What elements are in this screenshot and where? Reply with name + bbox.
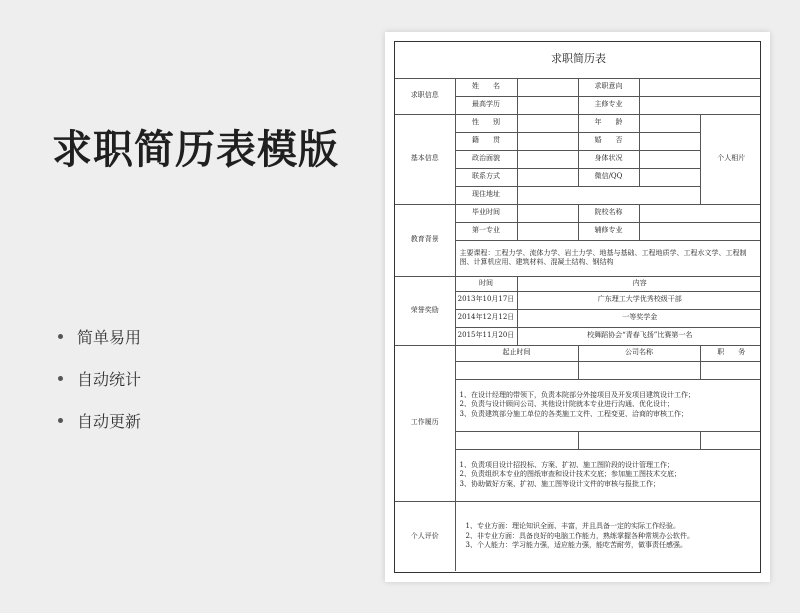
contact-value[interactable] bbox=[517, 168, 578, 186]
work-position-value[interactable] bbox=[700, 361, 761, 379]
feature-label: 简单易用 bbox=[77, 327, 142, 347]
minor-label: 辅修专业 bbox=[578, 222, 639, 240]
section-edu-label: 教育背景 bbox=[395, 204, 455, 276]
feature-label: 自动更新 bbox=[77, 411, 142, 431]
work-position-header: 职 务 bbox=[700, 345, 761, 361]
feature-label: 自动统计 bbox=[77, 369, 142, 389]
married-label: 婚 否 bbox=[578, 132, 639, 150]
work-period-value[interactable] bbox=[455, 361, 578, 379]
health-label: 身体状况 bbox=[578, 150, 639, 168]
section-work-label: 工作履历 bbox=[395, 345, 455, 501]
work-duty-line: 2、负责与设计顾问公司、其他设计院就本专业进行沟通、优化设计； bbox=[459, 400, 674, 409]
page-title: 求职简历表模版 bbox=[52, 127, 339, 173]
work-company-value[interactable] bbox=[578, 431, 700, 449]
honor-content: 一等奖学金 bbox=[517, 309, 761, 327]
honor-content: 广东理工大学优秀校级干部 bbox=[517, 291, 761, 309]
grad-time-label: 毕业时间 bbox=[455, 204, 517, 222]
married-value[interactable] bbox=[639, 132, 700, 150]
honor-content-header: 内容 bbox=[517, 276, 761, 291]
bullet-icon bbox=[58, 334, 63, 339]
gender-label: 性 别 bbox=[455, 114, 517, 132]
grad-time-value[interactable] bbox=[517, 204, 578, 222]
eval-line: 3、个人能力：学习能力强，适应能力强，能吃苦耐劳，做事责任感强。 bbox=[465, 540, 687, 549]
major-label: 主修专业 bbox=[578, 96, 639, 114]
first-major-value[interactable] bbox=[517, 222, 578, 240]
section-basic-label: 基本信息 bbox=[395, 114, 455, 204]
politics-value[interactable] bbox=[517, 150, 578, 168]
feature-item bbox=[58, 399, 141, 441]
work-company-header: 公司名称 bbox=[578, 345, 700, 361]
bullet-icon bbox=[58, 376, 63, 381]
resume-table bbox=[395, 42, 761, 571]
bullet-icon bbox=[58, 418, 63, 423]
intent-label: 求职意向 bbox=[578, 78, 639, 96]
work-period-header: 起止时间 bbox=[455, 345, 578, 361]
work-company-value[interactable] bbox=[578, 361, 700, 379]
degree-label: 最高学历 bbox=[455, 96, 517, 114]
politics-label: 政治面貌 bbox=[455, 150, 517, 168]
school-value[interactable] bbox=[639, 204, 761, 222]
work-duty-line: 1、在设计经理的带领下，负责本院部分外接项目及开发项目建筑设计工作； bbox=[459, 390, 695, 399]
work-duty-line: 2、负责组织本专业的图纸审查和设计技术交底；参加施工图技术交底； bbox=[459, 470, 681, 479]
resume-title: 求职简历表 bbox=[395, 42, 761, 78]
address-value[interactable] bbox=[517, 186, 700, 204]
major-value[interactable] bbox=[639, 96, 761, 114]
minor-value[interactable] bbox=[639, 222, 761, 240]
honor-content: 校舞蹈协会“青春飞扬”比赛第一名 bbox=[517, 327, 761, 345]
feature-item bbox=[58, 357, 141, 399]
intent-value[interactable] bbox=[639, 78, 761, 96]
feature-item bbox=[58, 315, 141, 357]
work-description bbox=[455, 379, 761, 431]
work-position-value[interactable] bbox=[700, 431, 761, 449]
eval-line: 1、专业方面：理论知识全面、丰富，并且具备一定的实际工作经验。 bbox=[465, 522, 680, 531]
work-duty-line: 3、协助做好方案、扩初、施工图等设计文件的审核与报批工作； bbox=[459, 479, 660, 488]
feature-list bbox=[58, 315, 141, 441]
section-job-label: 求职信息 bbox=[395, 78, 455, 114]
wechat-label: 微信/QQ bbox=[578, 168, 639, 186]
resume-document bbox=[385, 32, 770, 582]
courses-text: 主要课程：工程力学、流体力学、岩土力学、地基与基础、工程地质学、工程水文学、工程制图、计算机应用、建筑材料、混凝土结构、钢结构 bbox=[455, 240, 761, 276]
health-value[interactable] bbox=[639, 150, 700, 168]
contact-label: 联系方式 bbox=[455, 168, 517, 186]
work-description bbox=[455, 449, 761, 501]
work-duty-line: 1、负责项目设计招投标、方案、扩初、施工图阶段的设计管理工作； bbox=[459, 460, 674, 469]
native-label: 籍 贯 bbox=[455, 132, 517, 150]
school-label: 院校名称 bbox=[578, 204, 639, 222]
eval-text bbox=[455, 501, 761, 571]
work-period-value[interactable] bbox=[455, 431, 578, 449]
native-value[interactable] bbox=[517, 132, 578, 150]
section-honor-label: 荣誉奖励 bbox=[395, 276, 455, 345]
honor-time: 2014年12月12日 bbox=[455, 309, 517, 327]
degree-value[interactable] bbox=[517, 96, 578, 114]
honor-time: 2015年11月20日 bbox=[455, 327, 517, 345]
first-major-label: 第一专业 bbox=[455, 222, 517, 240]
gender-value[interactable] bbox=[517, 114, 578, 132]
age-label: 年 龄 bbox=[578, 114, 639, 132]
wechat-value[interactable] bbox=[639, 168, 700, 186]
resume-sheet bbox=[394, 41, 761, 573]
work-duty-line: 3、负责建筑部分施工单位的各类施工文件、工程变更、洽商的审核工作； bbox=[459, 409, 688, 418]
honor-time-header: 时间 bbox=[455, 276, 517, 291]
name-value[interactable] bbox=[517, 78, 578, 96]
eval-line: 2、非专业方面：具备良好的电脑工作能力，熟练掌握各种常规办公软件。 bbox=[465, 531, 694, 540]
age-value[interactable] bbox=[639, 114, 700, 132]
name-label: 姓 名 bbox=[455, 78, 517, 96]
photo-box[interactable]: 个人相片 bbox=[700, 114, 761, 204]
section-eval-label: 个人评价 bbox=[395, 501, 455, 571]
address-label: 现住地址 bbox=[455, 186, 517, 204]
honor-time: 2013年10月17日 bbox=[455, 291, 517, 309]
